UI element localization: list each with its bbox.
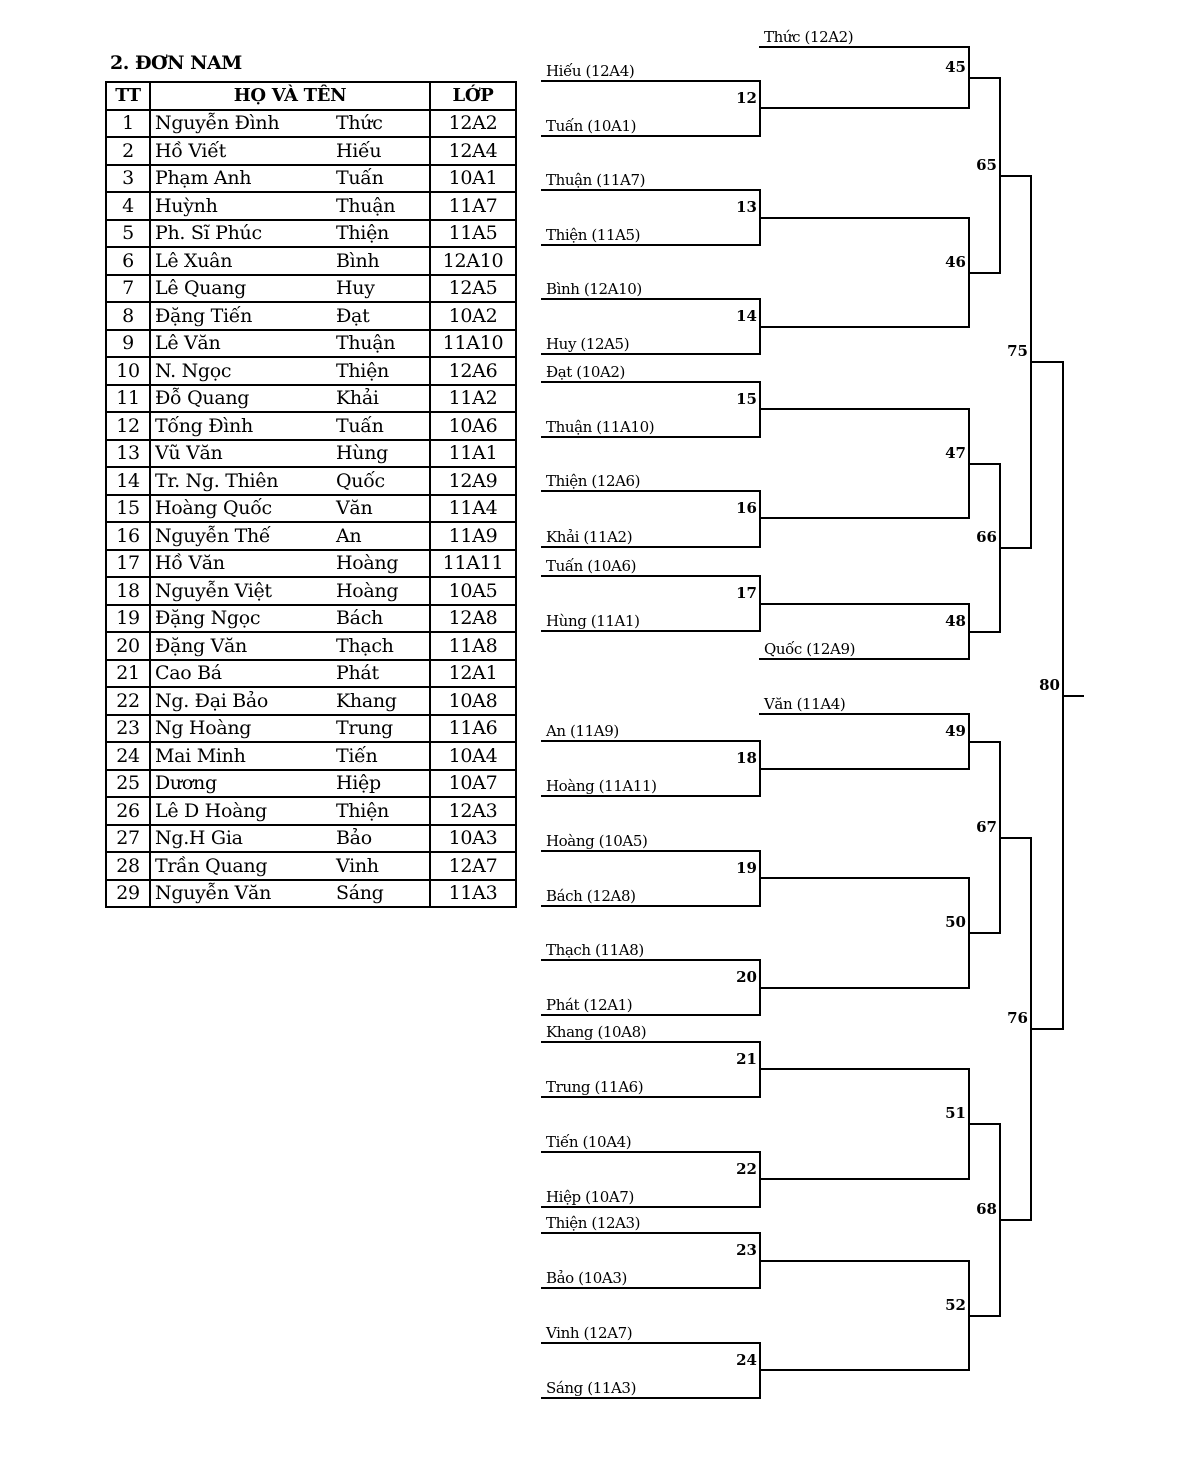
row-given-name: Thiện (336, 222, 389, 245)
match-number: 45 (945, 58, 966, 76)
row-last-name: Ph. Sĩ Phúc (155, 222, 262, 245)
row-number: 16 (106, 522, 150, 550)
match-number: 50 (945, 913, 966, 931)
player-label: Thiện (12A6) (546, 472, 641, 490)
player-label: Khải (11A2) (546, 528, 633, 546)
row-last-name: Nguyễn Thế (155, 524, 271, 547)
row-last-name: Lê Văn (155, 332, 221, 355)
row-last-name: Nguyễn Việt (155, 579, 272, 602)
row-number: 12 (106, 412, 150, 440)
match-number: 65 (976, 156, 997, 174)
row-last-name: Huỳnh (155, 194, 218, 217)
match-number: 18 (736, 749, 757, 767)
row-given-name: Bình (336, 249, 380, 272)
header-name: HỌ VÀ TÊN (150, 82, 430, 110)
row-given-name: Vinh (336, 854, 379, 877)
row-last-name: Tr. Ng. Thiên (155, 469, 279, 492)
row-number: 19 (106, 605, 150, 633)
row-given-name: Thuận (336, 194, 396, 217)
row-given-name: Huy (336, 277, 375, 300)
row-number: 8 (106, 302, 150, 330)
match-number: 16 (736, 499, 757, 517)
row-given-name: Sáng (336, 882, 384, 905)
bye-player-label: Quốc (12A9) (764, 640, 856, 658)
row-given-name: Hoàng (336, 552, 399, 575)
row-class: 11A4 (430, 495, 516, 523)
row-number: 29 (106, 880, 150, 908)
row-number: 27 (106, 825, 150, 853)
player-label: Khang (10A8) (546, 1023, 647, 1041)
row-last-name: Lê Quang (155, 277, 247, 300)
row-last-name: Trần Quang (155, 854, 268, 877)
row-class: 12A6 (430, 357, 516, 385)
match-number: 12 (736, 89, 757, 107)
player-label: Thiện (12A3) (546, 1214, 641, 1232)
row-last-name: Ng.H Gia (155, 827, 243, 850)
player-label: Tuấn (10A6) (546, 557, 637, 575)
row-number: 17 (106, 550, 150, 578)
header-tt: TT (106, 82, 150, 110)
row-class: 10A6 (430, 412, 516, 440)
player-label: Sáng (11A3) (546, 1379, 637, 1397)
row-number: 13 (106, 440, 150, 468)
row-given-name: Tiến (336, 744, 378, 767)
player-label: Hoàng (10A5) (546, 832, 648, 850)
row-number: 28 (106, 852, 150, 880)
row-last-name: Ng. Đại Bảo (155, 689, 269, 712)
match-number: 19 (736, 859, 757, 877)
row-given-name: Tuấn (336, 167, 384, 190)
row-last-name: Tống Đình (155, 414, 253, 437)
row-given-name: Văn (336, 497, 373, 520)
match-number: 14 (736, 307, 757, 325)
row-last-name: Ng Hoàng (155, 717, 252, 740)
row-number: 18 (106, 577, 150, 605)
row-given-name: Hiếu (336, 139, 382, 162)
row-class: 11A6 (430, 715, 516, 743)
match-number: 52 (945, 1296, 966, 1314)
row-class: 10A1 (430, 165, 516, 193)
match-number: 68 (976, 1200, 997, 1218)
match-number: 48 (945, 612, 966, 630)
row-given-name: Đạt (336, 304, 370, 327)
match-number-final: 80 (1039, 676, 1060, 694)
row-given-name: Thạch (336, 634, 394, 657)
row-last-name: Đặng Tiến (155, 304, 253, 327)
match-number: 49 (945, 722, 966, 740)
player-label: Trung (11A6) (546, 1078, 644, 1096)
row-given-name: Phát (336, 662, 379, 685)
row-last-name: Hồ Viết (155, 139, 226, 162)
player-label: Thuận (11A10) (546, 418, 655, 436)
row-number: 10 (106, 357, 150, 385)
row-last-name: Mai Minh (155, 744, 246, 767)
row-class: 10A4 (430, 742, 516, 770)
match-number: 51 (945, 1104, 966, 1122)
row-last-name: Phạm Anh (155, 167, 252, 190)
match-number: 17 (736, 584, 757, 602)
row-class: 12A7 (430, 852, 516, 880)
row-class: 12A10 (430, 247, 516, 275)
match-number: 75 (1007, 342, 1028, 360)
bye-player-label: Thức (12A2) (764, 28, 854, 46)
row-given-name: Hùng (336, 442, 389, 465)
row-class: 10A8 (430, 687, 516, 715)
row-number: 2 (106, 137, 150, 165)
row-number: 11 (106, 385, 150, 413)
row-given-name: Bách (336, 607, 383, 630)
row-number: 24 (106, 742, 150, 770)
row-given-name: Bảo (336, 827, 372, 850)
row-number: 3 (106, 165, 150, 193)
row-number: 22 (106, 687, 150, 715)
row-given-name: An (336, 524, 362, 547)
row-given-name: Khải (336, 387, 379, 410)
row-given-name: Thiện (336, 799, 389, 822)
row-number: 25 (106, 770, 150, 798)
row-last-name: Nguyễn Đình (155, 112, 280, 135)
player-label: Bình (12A10) (546, 280, 642, 298)
row-class: 10A7 (430, 770, 516, 798)
player-label: Tuấn (10A1) (546, 117, 637, 135)
match-number: 21 (736, 1050, 757, 1068)
row-last-name: Vũ Văn (155, 442, 223, 465)
row-given-name: Thức (336, 112, 383, 135)
match-number: 24 (736, 1351, 757, 1369)
row-last-name: Nguyễn Văn (155, 882, 272, 905)
player-label: Thạch (11A8) (546, 941, 644, 959)
player-label: Thiện (11A5) (546, 226, 641, 244)
row-last-name: Đặng Ngọc (155, 607, 261, 630)
section-title: 2. ĐƠN NAM (110, 52, 242, 74)
row-class: 11A5 (430, 220, 516, 248)
row-given-name: Trung (336, 717, 393, 740)
row-number: 14 (106, 467, 150, 495)
row-class: 11A9 (430, 522, 516, 550)
header-class: LỚP (430, 82, 516, 110)
player-label: Huy (12A5) (546, 335, 630, 353)
match-number: 20 (736, 968, 757, 986)
match-number: 46 (945, 253, 966, 271)
row-last-name: Lê D Hoàng (155, 799, 267, 822)
player-label: An (11A9) (546, 722, 619, 740)
row-number: 1 (106, 110, 150, 138)
row-number: 21 (106, 660, 150, 688)
row-last-name: Cao Bá (155, 662, 222, 685)
row-class: 12A1 (430, 660, 516, 688)
row-number: 23 (106, 715, 150, 743)
row-class: 11A7 (430, 192, 516, 220)
row-class: 10A5 (430, 577, 516, 605)
row-class: 12A5 (430, 275, 516, 303)
row-number: 4 (106, 192, 150, 220)
row-last-name: Lê Xuân (155, 249, 233, 272)
row-given-name: Khang (336, 689, 397, 712)
row-number: 5 (106, 220, 150, 248)
row-last-name: Hồ Văn (155, 552, 225, 575)
player-label: Phát (12A1) (546, 996, 633, 1014)
row-class: 11A8 (430, 632, 516, 660)
row-class: 12A8 (430, 605, 516, 633)
row-class: 10A2 (430, 302, 516, 330)
match-number: 47 (945, 444, 966, 462)
player-label: Tiến (10A4) (546, 1133, 632, 1151)
row-last-name: Hoàng Quốc (155, 497, 272, 520)
row-class: 11A10 (430, 330, 516, 358)
match-number: 66 (976, 528, 997, 546)
player-label: Đạt (10A2) (546, 363, 626, 381)
row-class: 12A2 (430, 110, 516, 138)
match-number: 13 (736, 198, 757, 216)
row-given-name: Quốc (336, 469, 385, 492)
match-number: 76 (1007, 1009, 1028, 1027)
row-given-name: Tuấn (336, 414, 384, 437)
row-number: 6 (106, 247, 150, 275)
row-given-name: Thiện (336, 359, 389, 382)
match-number: 23 (736, 1241, 757, 1259)
match-number: 22 (736, 1160, 757, 1178)
row-class: 10A3 (430, 825, 516, 853)
row-class: 11A1 (430, 440, 516, 468)
player-label: Bảo (10A3) (546, 1269, 627, 1287)
row-number: 9 (106, 330, 150, 358)
row-class: 12A4 (430, 137, 516, 165)
player-label: Hiệp (10A7) (546, 1188, 634, 1206)
match-number: 15 (736, 390, 757, 408)
player-label: Hoàng (11A11) (546, 777, 657, 795)
row-class: 11A3 (430, 880, 516, 908)
row-number: 20 (106, 632, 150, 660)
row-class: 11A2 (430, 385, 516, 413)
row-last-name: Đỗ Quang (155, 387, 250, 410)
player-label: Thuận (11A7) (546, 171, 646, 189)
row-class: 11A11 (430, 550, 516, 578)
row-last-name: N. Ngọc (155, 359, 232, 382)
player-label: Hùng (11A1) (546, 612, 640, 630)
row-given-name: Hiệp (336, 772, 381, 795)
player-label: Bách (12A8) (546, 887, 636, 905)
row-class: 12A3 (430, 797, 516, 825)
bye-player-label: Văn (11A4) (764, 695, 846, 713)
row-last-name: Dương (155, 772, 217, 795)
player-label: Vinh (12A7) (546, 1324, 633, 1342)
row-given-name: Hoàng (336, 579, 399, 602)
row-number: 15 (106, 495, 150, 523)
row-class: 12A9 (430, 467, 516, 495)
row-number: 26 (106, 797, 150, 825)
row-number: 7 (106, 275, 150, 303)
row-last-name: Đặng Văn (155, 634, 247, 657)
player-label: Hiếu (12A4) (546, 62, 635, 80)
match-number: 67 (976, 818, 997, 836)
row-given-name: Thuận (336, 332, 396, 355)
